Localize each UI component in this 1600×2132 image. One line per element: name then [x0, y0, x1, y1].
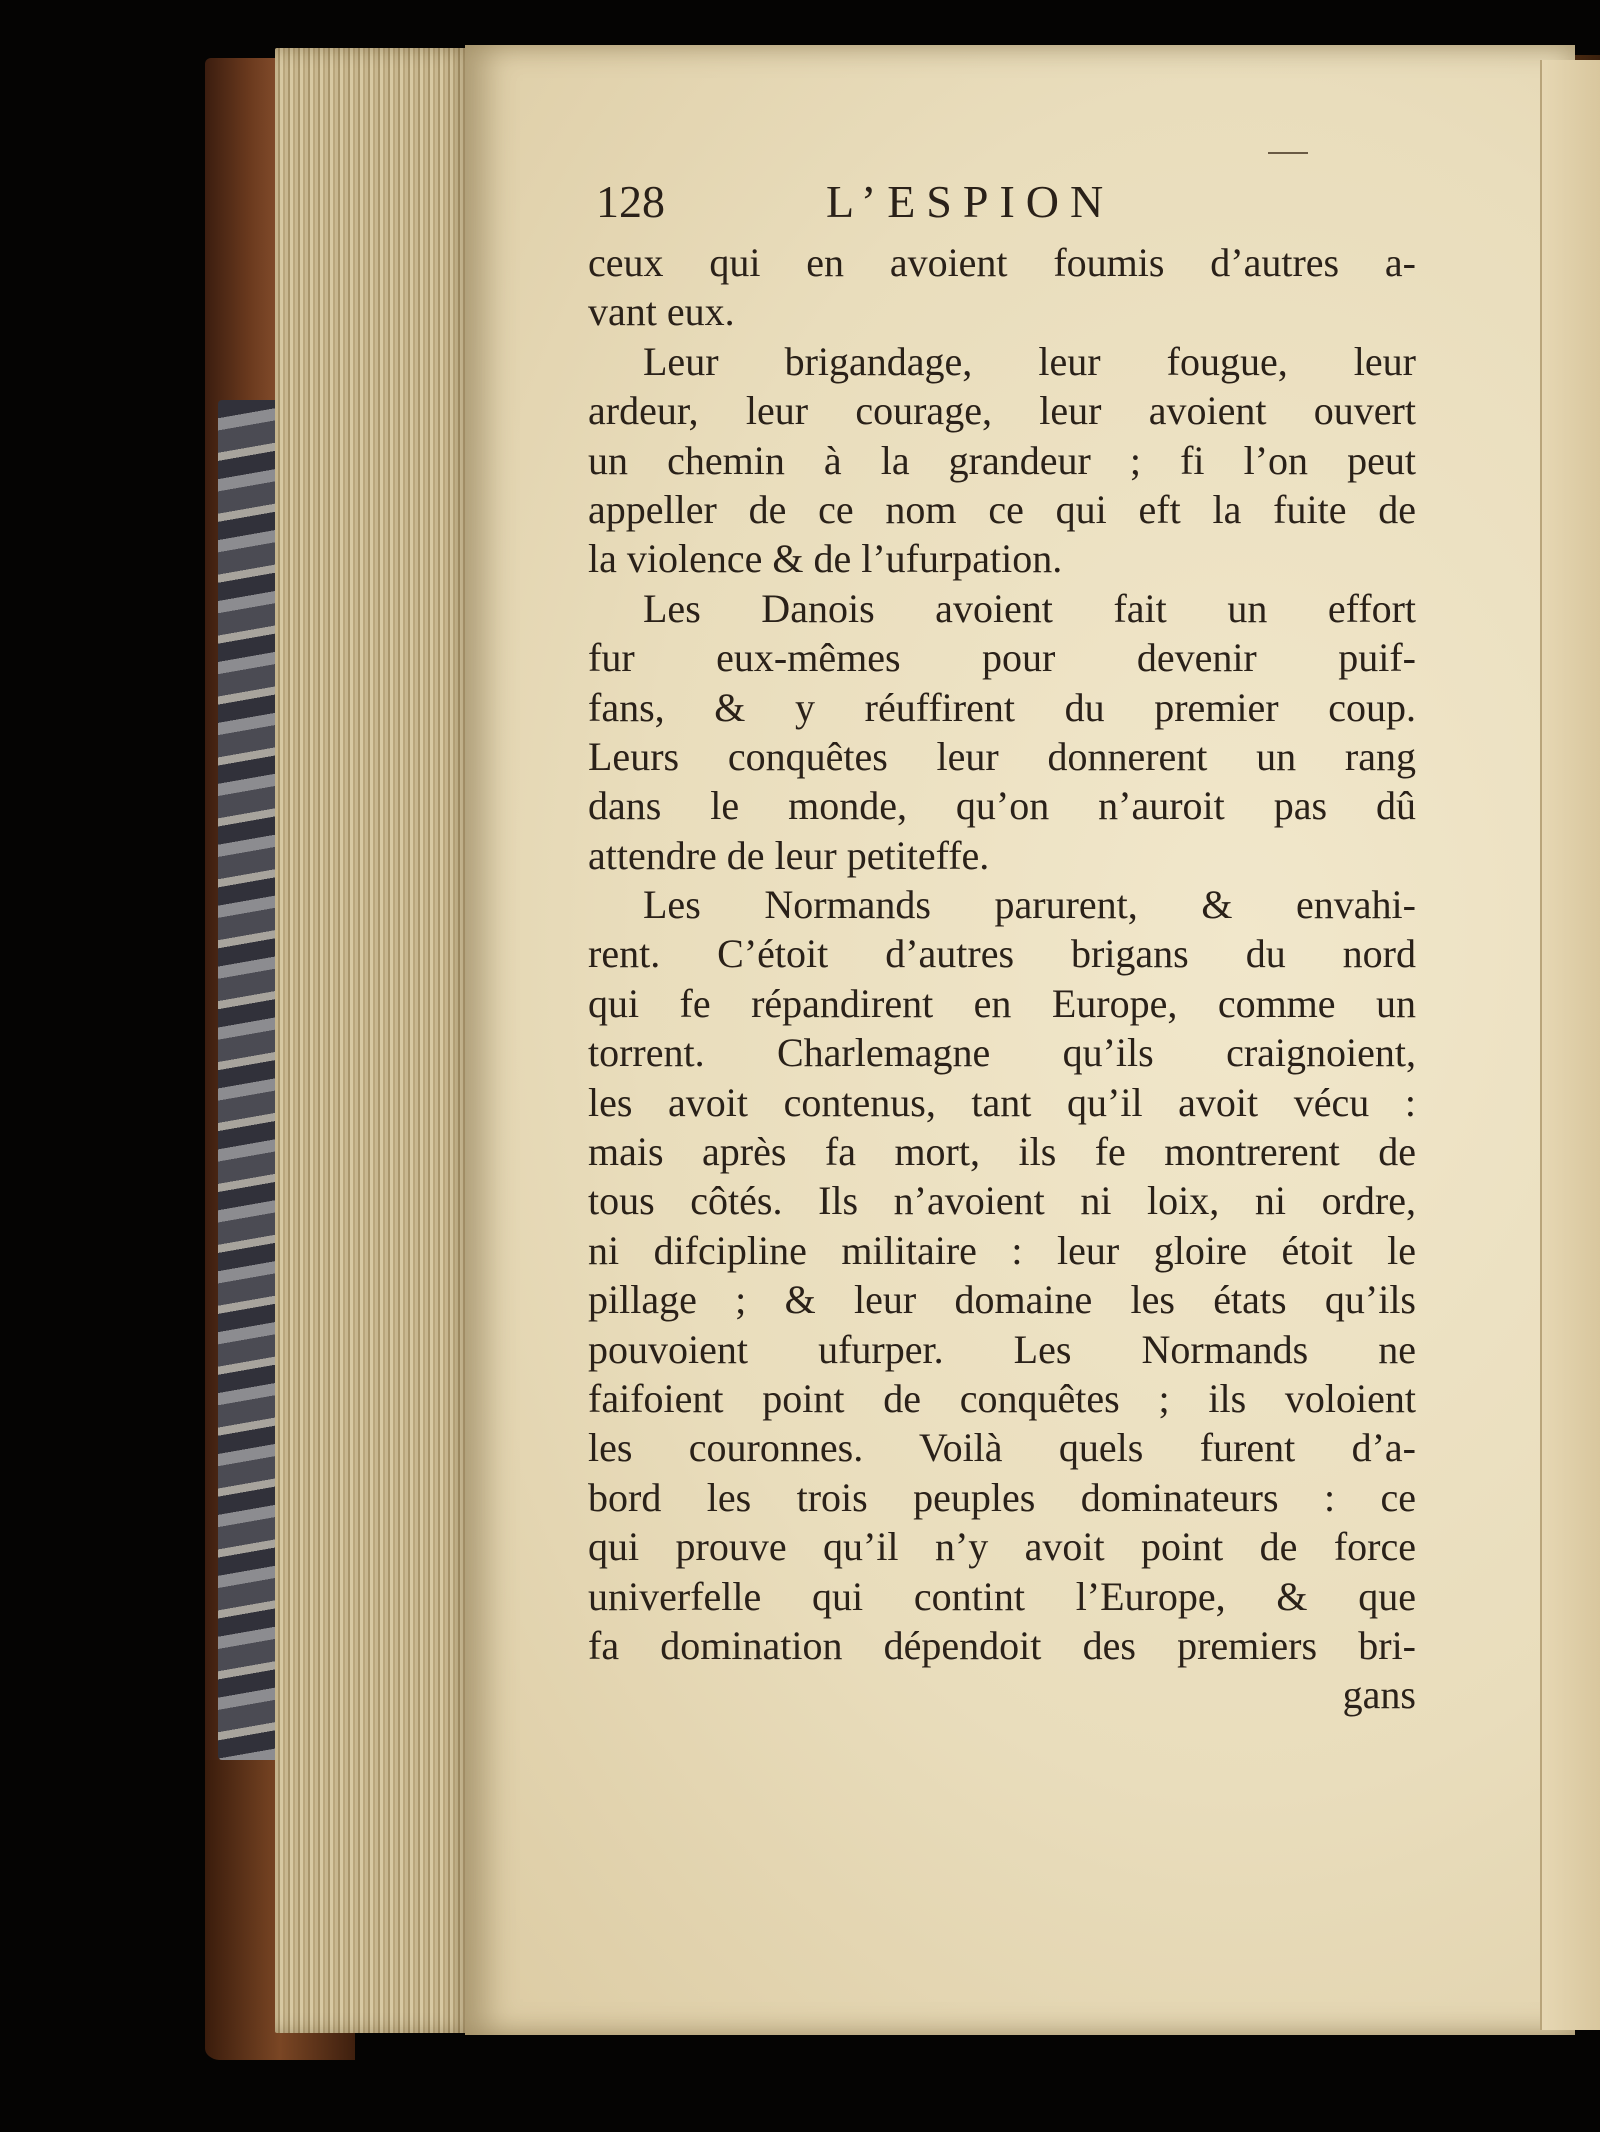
text-line: Leurs conquêtes leur donnerent un rang [588, 733, 1416, 779]
text-line: tous côtés. Ils n’avoient ni loix, ni ordre, [588, 1178, 1416, 1224]
text-line: qui fe répandirent en Europe, comme un [588, 980, 1416, 1026]
text-line: qui prouve qu’il n’y avoit point de force [588, 1524, 1416, 1570]
page-number: 128 [596, 176, 665, 227]
text-line: un chemin à la grandeur ; fi l’on peut [588, 437, 1416, 483]
text-line: pouvoient ufurper. Les Normands ne [588, 1326, 1416, 1372]
text-line: bord les trois peuples dominateurs : ce [588, 1474, 1416, 1520]
text-line: fur eux-mêmes pour devenir puif- [588, 635, 1416, 681]
running-title: L’ESPION [826, 176, 1115, 227]
text-line: faifoient point de conquêtes ; ils voloient [588, 1375, 1416, 1421]
text-line: attendre de leur petiteffe. [588, 832, 990, 878]
text-line: vant eux. [588, 289, 735, 335]
text-line: ardeur, leur courage, leur avoient ouvert [588, 388, 1416, 434]
text-line: ceux qui en avoient foumis d’autres a- [588, 240, 1416, 285]
text-line: Leur brigandage, leur fougue, leur [643, 338, 1416, 384]
body-text [588, 238, 1416, 1720]
ink-mark [1268, 152, 1308, 154]
text-line: pillage ; & leur domaine les états qu’ils [588, 1277, 1416, 1323]
text-line: la violence & de l’ufurpation. [588, 536, 1063, 582]
page-edges [275, 48, 475, 2033]
text-line: appeller de ce nom ce qui eft la fuite de [588, 486, 1416, 532]
text-line: univerfelle qui contint l’Europe, & que [588, 1573, 1416, 1619]
text-line: Les Normands parurent, & envahi- [643, 882, 1416, 928]
text-line: fa domination dépendoit des premiers bri- [588, 1622, 1416, 1668]
text-line: les avoit contenus, tant qu’il avoit vécu : [588, 1079, 1416, 1125]
text-line: torrent. Charlemagne qu’ils craignoient, [588, 1030, 1416, 1076]
text-line: les couronnes. Voilà quels furent d’a- [588, 1425, 1416, 1471]
text-line: ni difcipline militaire : leur gloire étoit le [588, 1227, 1416, 1273]
text-line: Les Danois avoient fait un effort [643, 585, 1416, 631]
catchword: gans [1342, 1672, 1416, 1718]
text-line: mais après fa mort, ils fe montrerent de [588, 1129, 1416, 1175]
text-line: fans, & y réuffirent du premier coup. [588, 684, 1416, 730]
text-line: rent. C’étoit d’autres brigans du nord [588, 931, 1416, 977]
text-line: dans le monde, qu’on n’auroit pas dû [588, 783, 1416, 829]
next-page-edge [1540, 60, 1600, 2030]
page-header [596, 175, 1236, 235]
